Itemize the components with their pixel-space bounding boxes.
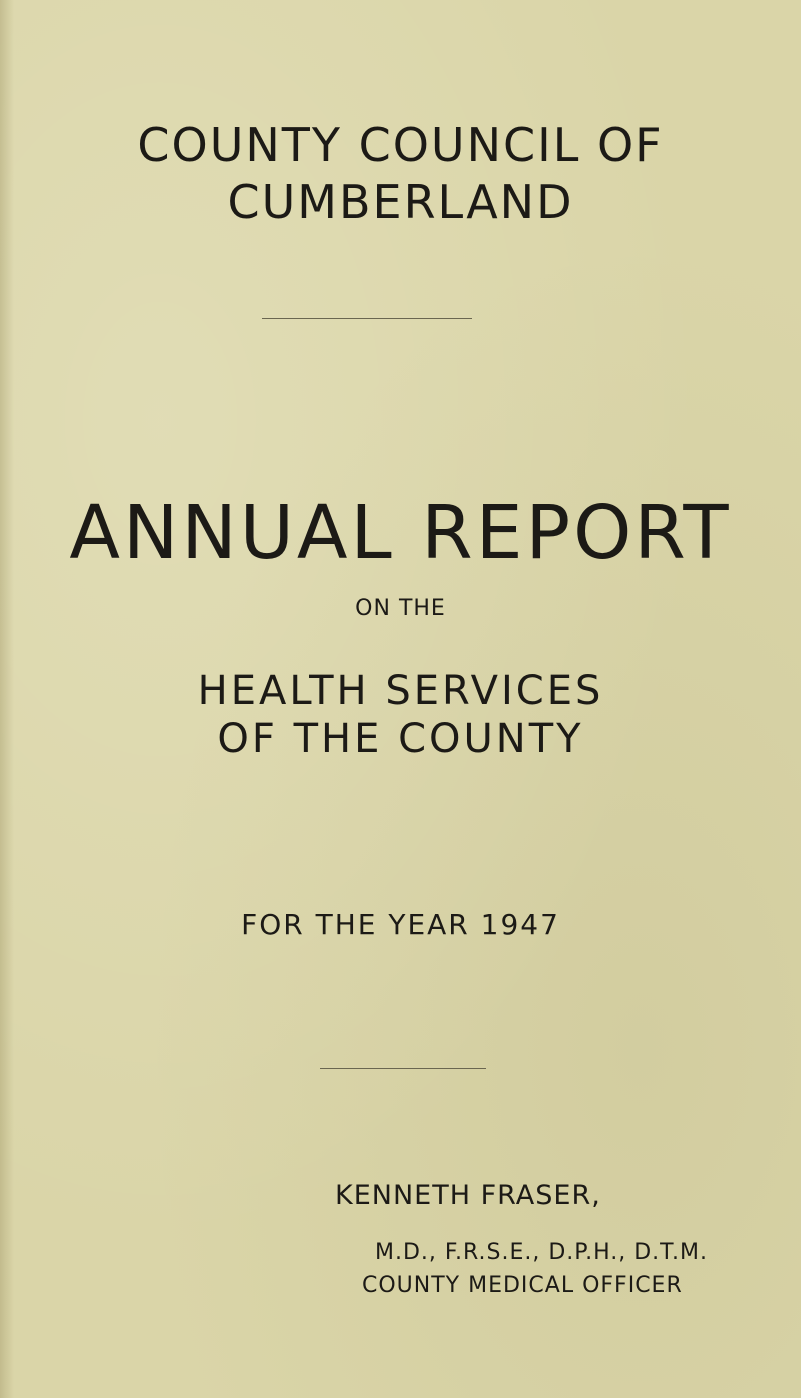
on-the-label: ON THE [355, 596, 446, 621]
council-heading-line-2: CUMBERLAND [227, 175, 574, 229]
top-divider [262, 318, 472, 319]
author-qualifications: M.D., F.R.S.E., D.P.H., D.T.M. [375, 1240, 708, 1265]
report-title: ANNUAL REPORT [69, 490, 732, 576]
council-heading-line-1: COUNTY COUNCIL OF [137, 118, 664, 172]
report-year-line: FOR THE YEAR 1947 [241, 908, 560, 941]
author-name: KENNETH FRASER, [335, 1180, 601, 1211]
author-role: COUNTY MEDICAL OFFICER [362, 1273, 683, 1298]
subject-line-2: OF THE COUNTY [217, 716, 584, 762]
bottom-divider [320, 1068, 486, 1069]
subject-line-1: HEALTH SERVICES [197, 668, 604, 714]
